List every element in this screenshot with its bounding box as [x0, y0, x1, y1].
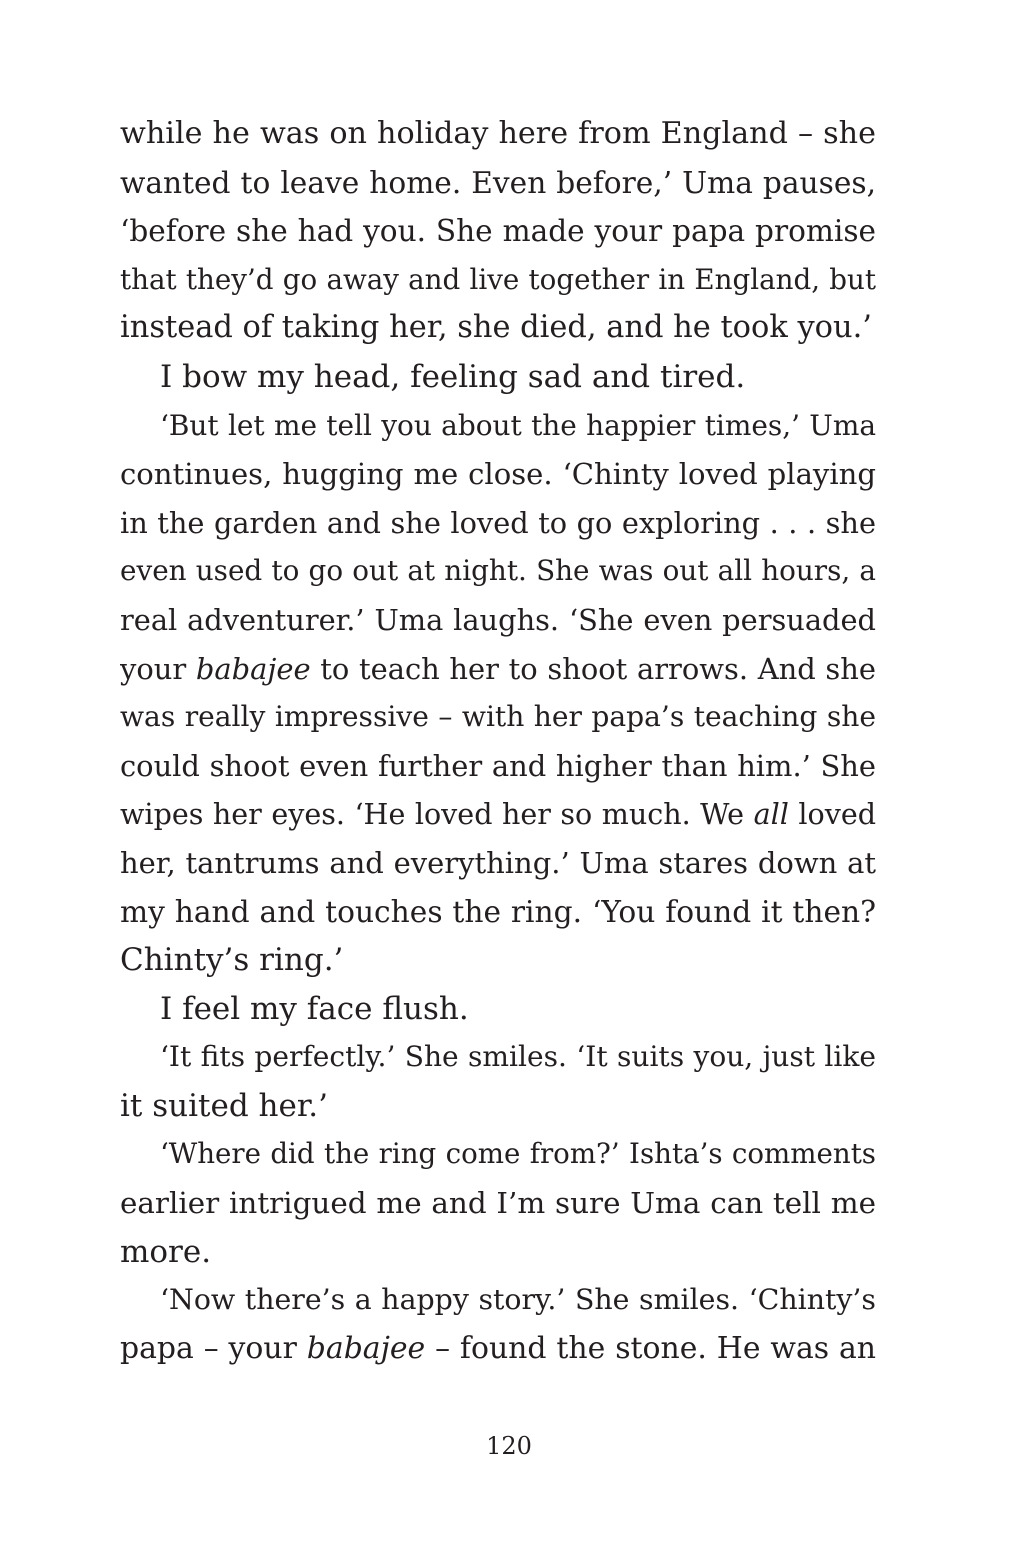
text-line: ‘before she had you. She made your papa promise — [120, 214, 876, 249]
body-text — [120, 110, 876, 1373]
text-line — [120, 790, 876, 839]
page-number: 120 — [486, 1432, 532, 1460]
text-line: in the garden and she loved to go exploring . . . she — [120, 505, 876, 540]
text-segment: loved — [788, 797, 876, 832]
text-line: my hand and touches the ring. ‘You found it then? — [120, 893, 876, 929]
text-line — [120, 1325, 876, 1374]
text-line: continues, hugging me close. ‘Chinty loved playing — [120, 457, 876, 492]
text-line: I feel my face flush. — [160, 990, 469, 1027]
text-line — [120, 645, 876, 694]
text-line: that they’d go away and live together in England, but — [120, 262, 876, 296]
text-segment: wipes her eyes. ‘He loved her so much. We — [120, 797, 754, 832]
text-line: ‘Now there’s a happy story.’ She smiles. ‘Chinty’s — [160, 1283, 876, 1317]
text-segment: to teach her to shoot arrows. And she — [310, 651, 876, 686]
text-line: ‘It fits perfectly.’ She smiles. ‘It suits you, just like — [160, 1040, 876, 1074]
text-line: while he was on holiday here from England – she — [120, 116, 876, 151]
text-line: Chinty’s ring.’ — [120, 942, 344, 979]
text-segment: – found the stone. He was an — [425, 1330, 876, 1366]
italic-word: babajee — [306, 1330, 426, 1366]
text-line: real adventurer.’ Uma laughs. ‘She even persuaded — [120, 602, 876, 637]
text-line: could shoot even further and higher than him.’ She — [120, 748, 876, 783]
text-line: wanted to leave home. Even before,’ Uma pauses, — [120, 164, 876, 200]
italic-word: babajee — [195, 651, 311, 686]
text-line: it suited her.’ — [120, 1087, 328, 1124]
text-line: ‘But let me tell you about the happier times,’ Uma — [160, 408, 876, 442]
text-line: I bow my head, feeling sad and tired. — [160, 358, 746, 395]
text-line: instead of taking her, she died, and he took you.’ — [120, 310, 872, 346]
text-line: ‘Where did the ring come from?’ Ishta’s comments — [160, 1137, 876, 1171]
text-line: her, tantrums and everything.’ Uma stares down at — [120, 845, 876, 880]
text-line: was really impressive – with her papa’s teaching she — [120, 700, 876, 734]
text-line: earlier intrigued me and I’m sure Uma can tell me — [120, 1186, 876, 1221]
text-segment: your — [120, 651, 196, 686]
text-line: even used to go out at night. She was out all hours, a — [120, 554, 876, 588]
text-line: more. — [120, 1233, 212, 1270]
italic-word: all — [753, 797, 789, 832]
text-segment: papa – your — [120, 1330, 307, 1366]
